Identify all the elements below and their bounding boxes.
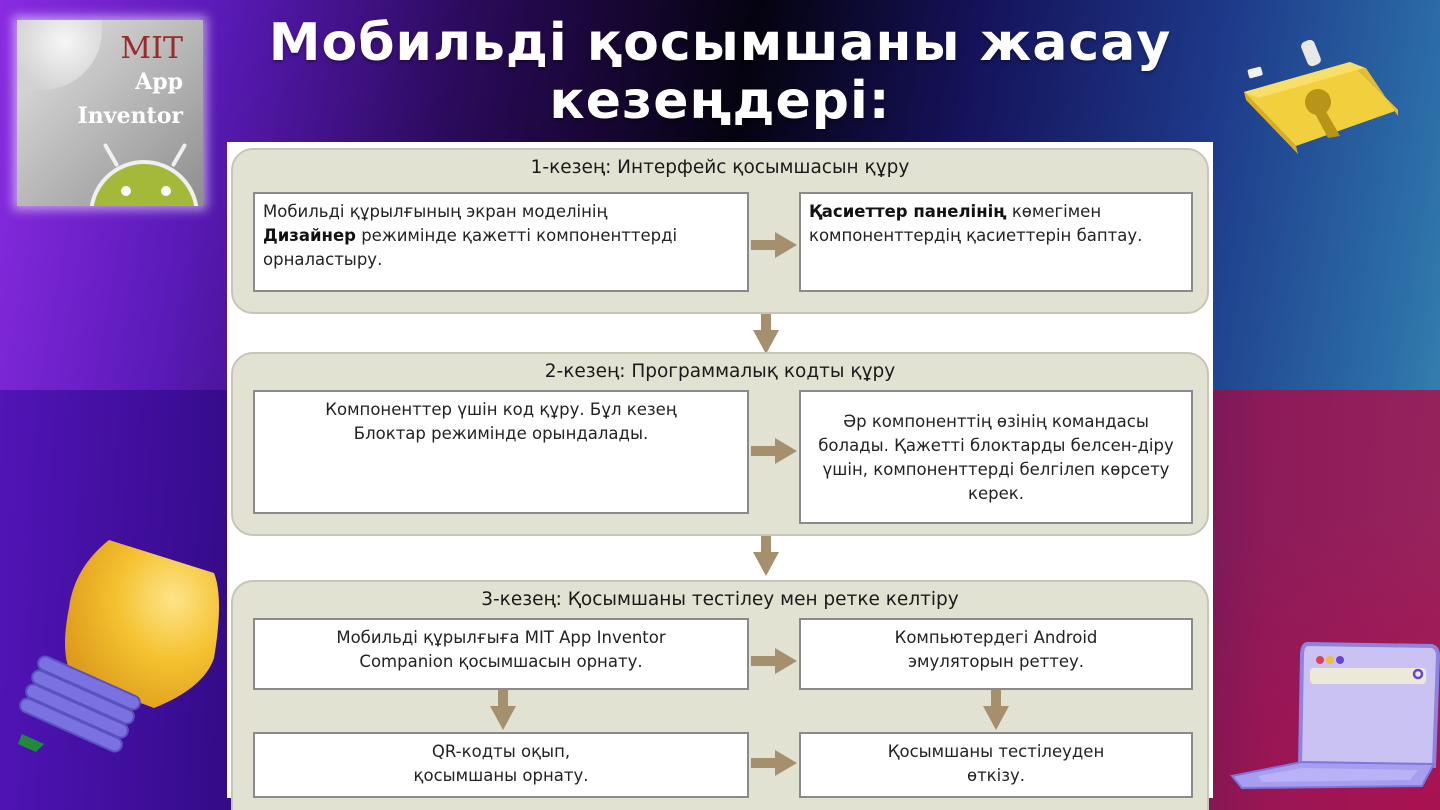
stage-2-box-blocks — [799, 390, 1193, 524]
stage-3-box-qr — [253, 732, 749, 798]
stage-3-title: 3-кезең: Қосымшаны тестілеу мен ретке келтіру — [481, 589, 959, 610]
box-text: Мобильді құрылғыға MIT App Inventor Companion қосымшасын орнату. — [336, 628, 666, 671]
arrow-right-icon — [751, 648, 799, 674]
box-text: көмегімен компоненттердің қасиеттерін баптау. — [809, 202, 1143, 245]
flow-diagram — [227, 142, 1213, 798]
title-line-1: Мобильді қосымшаны жасау — [268, 13, 1172, 73]
arrow-down-icon — [753, 536, 779, 578]
slide-title — [225, 14, 1215, 130]
stage-1-box-designer — [253, 192, 749, 292]
mit-app-inventor-logo — [17, 20, 203, 206]
stage-3-box-test — [799, 732, 1193, 798]
box-text: Компоненттер үшін код құру. Бұл кезең Блоктар режимінде орындалады. — [325, 400, 677, 443]
android-eye — [121, 186, 131, 196]
laptop-icon — [1222, 636, 1440, 796]
android-robot-icon — [89, 160, 199, 206]
puzzle-piece-icon — [17, 20, 102, 90]
box-text: Әр компоненттің өзінің командасы болады. Қажетті блоктарды белсен-діру үшін, компоненттерді белгілеп көрсету керек. — [818, 412, 1174, 503]
android-antenna-icon — [171, 143, 187, 168]
logo-app-text: App — [135, 69, 183, 95]
box-text: QR-кодты оқып, — [431, 742, 571, 761]
stage-1-title: 1-кезең: Интерфейс қосымшасын құру — [530, 157, 910, 178]
arrow-down-icon — [490, 690, 516, 732]
title-line-2: кезеңдері: — [549, 71, 891, 131]
padlock-icon — [1240, 40, 1400, 180]
stage-3-panel — [231, 580, 1209, 810]
android-antenna-icon — [103, 143, 119, 168]
box-text: Мобильді құрылғының экран моделінің — [263, 202, 608, 221]
stage-2-box-code — [253, 390, 749, 514]
stage-1-box-properties — [799, 192, 1193, 292]
logo-inventor-text: Inventor — [77, 103, 183, 129]
stage-2-panel — [231, 352, 1209, 536]
stage-1-panel — [231, 148, 1209, 314]
stage-2-title: 2-кезең: Программалық кодты құру — [544, 361, 896, 382]
stage-3-box-emulator — [799, 618, 1193, 690]
arrow-right-icon — [751, 232, 799, 258]
arrow-down-icon — [983, 690, 1009, 732]
arrow-down-icon — [753, 314, 779, 356]
logo-mit-text: MIT — [120, 31, 183, 66]
stage-3-box-companion — [253, 618, 749, 690]
box-text: режимінде қажетті компоненттерді орналастыру. — [263, 226, 678, 269]
box-text: Компьютердегі Android эмуляторын реттеу. — [894, 628, 1098, 671]
arrow-right-icon — [751, 750, 799, 776]
arrow-right-icon — [751, 438, 799, 464]
box-bold-text: Дизайнер — [263, 226, 356, 245]
lightbulb-icon — [14, 538, 220, 758]
box-text: Қосымшаны тестілеуден — [887, 742, 1105, 761]
box-bold-text: Қасиеттер панелінің — [809, 202, 1007, 221]
android-eye — [161, 186, 171, 196]
box-text: қосымшаны орнату. — [413, 766, 589, 785]
box-text: өткізу. — [966, 766, 1026, 785]
